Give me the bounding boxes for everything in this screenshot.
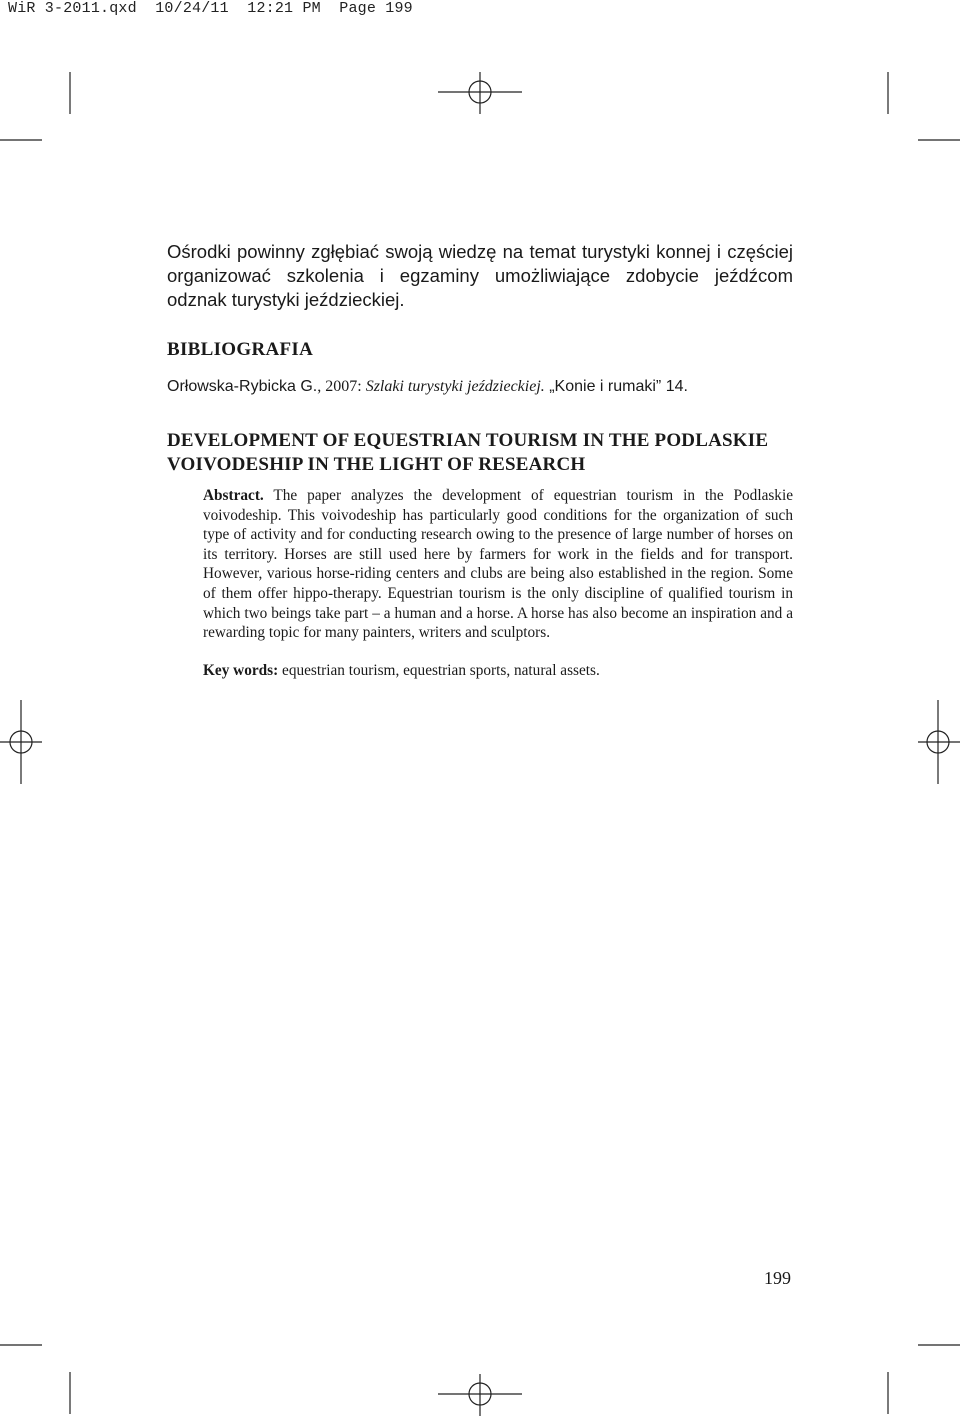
abstract-text: The paper analyzes the development of equestrian tourism in the Podlaskie voivodeship. This voivodeship has particularly good conditions for the organization of such type of activity and for conducting research owing to the presence of large number of horses on its territory. Horses are still used here by farmers for work in the fields and for transport. However, various horse-riding centers and clubs are being also established in the region. Some of them offer hippo-therapy. Equestrian tourism is the only discipline of qualified tourism in which two beings take part – a human and a horse. A horse has also become an inspiration and a rewarding topic for many painters, writers and sculptors. <box>203 487 793 642</box>
bib-source: „Konie i rumaki” 14. <box>544 378 688 395</box>
bib-year: , 2007: <box>317 378 366 395</box>
keywords-text: equestrian tourism, equestrian sports, natural assets. <box>278 662 600 679</box>
abstract <box>203 486 793 643</box>
english-title: DEVELOPMENT OF EQUESTRIAN TOURISM IN THE PODLASKIE VOIVODESHIP IN THE LIGHT OF RESEARCH <box>167 430 769 475</box>
abstract-label: Abstract. <box>203 487 264 504</box>
print-slug: WiR 3-2011.qxd 10/24/11 12:21 PM Page 199 <box>8 0 413 17</box>
bib-author: Orłowska-Rybicka G. <box>167 378 318 395</box>
intro-paragraph: Ośrodki powinny zgłębiać swoją wiedzę na temat turystyki konnej i częściej organizować szkolenia i egzaminy umożliwiające zdobycie jeźdźcom odznak turystyki jeździeckiej. <box>167 241 793 310</box>
page-number: 199 <box>764 1268 791 1288</box>
keywords <box>203 662 793 680</box>
bibliography-heading: BIBLIOGRAFIA <box>167 339 314 360</box>
bibliography-entry <box>167 378 793 396</box>
keywords-label: Key words: <box>203 662 279 679</box>
bib-title: Szlaki turystyki jeździeckiej. <box>365 378 545 395</box>
